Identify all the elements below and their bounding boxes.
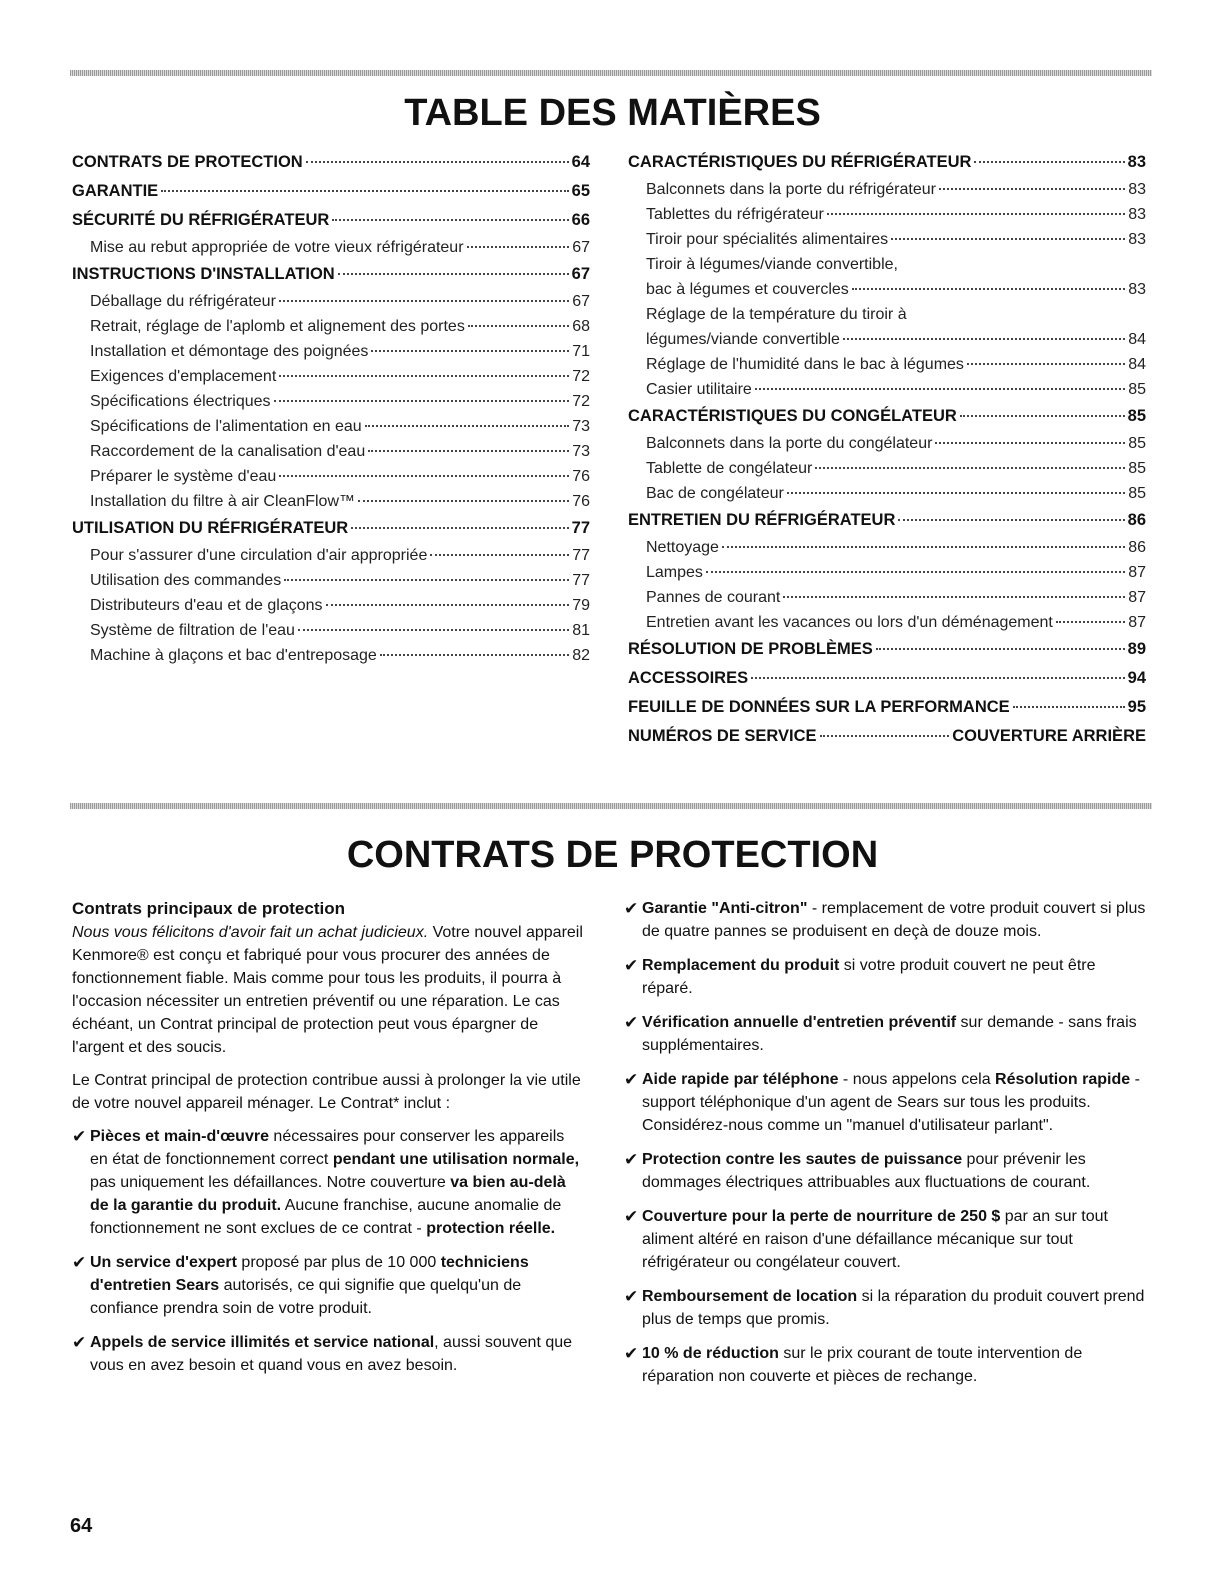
toc-title: TABLE DES MATIÈRES — [404, 92, 821, 134]
toc-dot-leader — [960, 415, 1125, 417]
toc-entry — [72, 289, 590, 314]
toc-dot-leader — [827, 213, 1125, 215]
benefit-text: - support téléphonique d'un agent de Sears sur tous les produits. Considérez-nous comme un "manuel d'utilisateur parlant". — [642, 1071, 1140, 1134]
toc-entry-page: 81 — [572, 622, 590, 639]
toc-dot-leader — [279, 375, 569, 377]
benefit-bold-text: Résolution rapide — [995, 1071, 1131, 1088]
toc-entry — [628, 506, 1146, 535]
intro-rest: Votre nouvel appareil Kenmore® est conçu et fabriqué pour vous procurer des années de fonctionnement fiable. Mais comme pour tous les produits, il pourra à l'occasion nécessiter un entretien préventif ou une réparation. Le cas échéant, un Contrat principal de protection peut vous épargner de l'argent et des soucis. — [72, 924, 583, 1056]
toc-entry — [628, 302, 1146, 327]
toc-entry-page: 72 — [572, 393, 590, 410]
toc-entry-label: Installation et démontage des poignées — [90, 343, 369, 360]
toc-entry-label: Machine à glaçons et bac d'entreposage — [90, 647, 377, 664]
toc-entry-page: 77 — [572, 547, 590, 564]
benefit-text: sur demande - sans frais supplémentaires. — [642, 1014, 1137, 1054]
toc-entry-page: COUVERTURE ARRIÈRE — [952, 727, 1146, 745]
toc-dot-leader — [351, 527, 568, 529]
toc-dot-leader — [974, 161, 1124, 163]
benefit-bold-text: Protection contre les sautes de puissance — [642, 1151, 963, 1168]
toc-entry-label: Pannes de courant — [646, 589, 781, 606]
toc-entry-label: Entretien avant les vacances ou lors d'un déménagement — [646, 614, 1053, 631]
toc-dot-leader — [430, 554, 569, 556]
intro-paragraph — [72, 921, 586, 1059]
checkmark-icon: ✔ — [624, 1150, 639, 1169]
toc-entry — [628, 252, 1146, 277]
toc-dot-leader — [467, 246, 570, 248]
benefit-item — [72, 1125, 586, 1240]
benefit-bold-text: techniciens d'entretien Sears — [90, 1254, 529, 1294]
toc-dot-leader — [820, 735, 950, 737]
benefit-text: pour prévenir les dommages électriques attribuables aux fluctuations de courant. — [642, 1151, 1091, 1191]
toc-entry-page: 85 — [1128, 460, 1146, 477]
toc-entry — [72, 364, 590, 389]
toc-entry-page: 77 — [571, 519, 590, 537]
toc-dot-leader — [338, 273, 569, 275]
toc-entry-page: 89 — [1127, 640, 1146, 658]
toc-dot-leader — [876, 648, 1125, 650]
toc-entry-label: Spécifications de l'alimentation en eau — [90, 418, 362, 435]
benefit-bold-text: Pièces et main-d'œuvre — [90, 1128, 269, 1145]
toc-entry-label: Nettoyage — [646, 539, 719, 556]
top-divider — [70, 70, 1152, 76]
benefit-text: Aucune franchise, aucune anomalie de fonctionnement ne sont exclues de ce contrat - — [90, 1197, 562, 1237]
toc-entry-page: 67 — [572, 293, 590, 310]
benefit-item — [72, 1251, 586, 1320]
benefit-bold-text: Un service d'expert — [90, 1254, 237, 1271]
toc-entry-label: GARANTIE — [72, 182, 159, 200]
toc-dot-leader — [358, 500, 569, 502]
toc-entry — [628, 693, 1146, 722]
toc-entry — [628, 431, 1146, 456]
checkmark-icon: ✔ — [624, 1287, 639, 1306]
toc-entry-page: 85 — [1128, 435, 1146, 452]
toc-dot-leader — [706, 571, 1125, 573]
toc-dot-leader — [755, 388, 1125, 390]
toc-entry-page: 77 — [572, 572, 590, 589]
benefit-bold-text: Aide rapide par téléphone — [642, 1071, 839, 1088]
toc-entry-page: 95 — [1127, 698, 1146, 716]
toc-entry-label: Tiroir pour spécialités alimentaires — [646, 231, 889, 248]
toc-entry-label: Utilisation des commandes — [90, 572, 282, 589]
benefit-text: si votre produit couvert ne peut être réparé. — [642, 957, 1096, 997]
toc-dot-leader — [306, 161, 569, 163]
toc-dot-leader — [380, 654, 569, 656]
toc-entry-page: 85 — [1127, 407, 1146, 425]
toc-entry — [72, 439, 590, 464]
toc-entry — [628, 585, 1146, 610]
toc-entry-page: 94 — [1127, 669, 1146, 687]
toc-dot-leader — [279, 475, 569, 477]
toc-dot-leader — [1013, 706, 1125, 708]
benefit-bold-text: Remplacement du produit — [642, 957, 840, 974]
toc-entry-page: 66 — [571, 211, 590, 229]
toc-entry — [628, 327, 1146, 352]
toc-dot-leader — [787, 492, 1125, 494]
toc-entry-label: CONTRATS DE PROTECTION — [72, 153, 303, 171]
benefit-bold-text: 10 % de réduction — [642, 1345, 779, 1362]
toc-entry-page: 86 — [1127, 511, 1146, 529]
toc-entry — [72, 618, 590, 643]
toc-entry-page: 83 — [1128, 281, 1146, 298]
toc-dot-leader — [898, 519, 1124, 521]
benefit-bold-text: pendant une utilisation normale, — [332, 1151, 580, 1168]
toc-dot-leader — [468, 325, 569, 327]
toc-dot-leader — [161, 190, 568, 192]
toc-entry-page: 87 — [1128, 564, 1146, 581]
toc-entry — [72, 177, 590, 206]
benefit-bold-text: Garantie "Anti-citron" — [642, 900, 808, 917]
checkmark-icon: ✔ — [624, 1070, 639, 1089]
toc-dot-leader — [279, 300, 569, 302]
toc-entry — [72, 235, 590, 260]
checkmark-icon: ✔ — [624, 899, 639, 918]
benefit-text: , aussi souvent que vous en avez besoin et quand vous en avez besoin. — [90, 1334, 573, 1374]
benefit-text: - nous appelons cela — [838, 1071, 996, 1088]
toc-entry-label: Réglage de la température du tiroir à — [646, 306, 907, 323]
toc-entry-label: Système de filtration de l'eau — [90, 622, 295, 639]
toc-dot-leader — [815, 467, 1125, 469]
toc-entry-label: Tiroir à légumes/viande convertible, — [646, 256, 898, 273]
benefit-text: proposé par plus de 10 000 — [236, 1254, 441, 1271]
toc-entry-label: Réglage de l'humidité dans le bac à légumes — [646, 356, 964, 373]
toc-entry-page: 83 — [1127, 153, 1146, 171]
toc-entry — [628, 535, 1146, 560]
toc-entry-page: 83 — [1128, 206, 1146, 223]
toc-dot-leader — [298, 629, 569, 631]
toc-entry-label: Distributeurs d'eau et de glaçons — [90, 597, 323, 614]
section-divider — [70, 803, 1152, 809]
toc-left-column — [72, 148, 590, 668]
benefit-text: par an sur tout aliment altéré en raison d'une défaillance mécanique sur tout réfrigérateur ou congélateur couvert. — [642, 1208, 1108, 1271]
benefit-bold-text: Vérification annuelle d'entretien préventif — [642, 1014, 957, 1031]
toc-entry-label: Installation du filtre à air CleanFlow™ — [90, 493, 356, 510]
checkmark-icon: ✔ — [624, 1344, 639, 1363]
toc-entry-label: UTILISATION DU RÉFRIGÉRATEUR — [72, 519, 349, 537]
toc-dot-leader — [843, 338, 1125, 340]
toc-entry — [72, 314, 590, 339]
toc-dot-leader — [939, 188, 1125, 190]
toc-right-column — [628, 148, 1146, 751]
toc-entry-page: 68 — [572, 318, 590, 335]
benefit-item — [624, 1068, 1146, 1137]
checkmark-icon: ✔ — [72, 1127, 87, 1146]
toc-entry-page: 76 — [572, 468, 590, 485]
toc-entry-label: CARACTÉRISTIQUES DU RÉFRIGÉRATEUR — [628, 153, 972, 171]
benefit-item — [624, 1205, 1146, 1274]
toc-entry-label: Tablettes du réfrigérateur — [646, 206, 824, 223]
toc-entry — [628, 722, 1146, 751]
toc-entry — [628, 227, 1146, 252]
benefit-text: si la réparation du produit couvert prend plus de temps que promis. — [642, 1288, 1145, 1328]
contracts-left-column — [72, 897, 586, 1388]
toc-entry — [628, 560, 1146, 585]
checkmark-icon: ✔ — [624, 1207, 639, 1226]
toc-entry-label: Lampes — [646, 564, 703, 581]
checkmark-icon: ✔ — [72, 1253, 87, 1272]
toc-entry — [628, 635, 1146, 664]
toc-entry — [628, 148, 1146, 177]
toc-entry — [628, 610, 1146, 635]
toc-entry-page: 79 — [572, 597, 590, 614]
toc-entry — [72, 414, 590, 439]
benefit-item — [624, 1148, 1146, 1194]
toc-entry-label: RÉSOLUTION DE PROBLÈMES — [628, 640, 873, 658]
benefit-list-right — [624, 897, 1146, 1388]
checkmark-icon: ✔ — [72, 1333, 87, 1352]
toc-entry — [628, 177, 1146, 202]
toc-entry-label: Raccordement de la canalisation d'eau — [90, 443, 366, 460]
benefit-item — [624, 954, 1146, 1000]
toc-entry — [72, 260, 590, 289]
toc-entry — [72, 543, 590, 568]
toc-entry — [72, 489, 590, 514]
toc-dot-leader — [935, 442, 1125, 444]
toc-entry-label: CARACTÉRISTIQUES DU CONGÉLATEUR — [628, 407, 957, 425]
toc-entry-label: Exigences d'emplacement — [90, 368, 277, 385]
benefit-text: - remplacement de votre produit couvert si plus de quatre pannes se produisent en deçà de douze mois. — [642, 900, 1146, 940]
intro-italic: Nous vous félicitons d'avoir fait un achat judicieux. — [72, 924, 429, 941]
toc-entry — [628, 402, 1146, 431]
toc-entry-label: Préparer le système d'eau — [90, 468, 277, 485]
toc-entry-label: ACCESSOIRES — [628, 669, 749, 687]
benefit-text: autorisés, ce qui signifie que quelqu'un de confiance prendra soin de votre produit. — [90, 1277, 522, 1317]
toc-entry — [72, 389, 590, 414]
benefit-item — [624, 897, 1146, 943]
toc-entry-label: Retrait, réglage de l'aplomb et alignement des portes — [90, 318, 465, 335]
benefit-text: sur le prix courant de toute intervention de réparation non couverte et pièces de rechange. — [642, 1345, 1083, 1385]
toc-entry — [628, 277, 1146, 302]
toc-dot-leader — [326, 604, 570, 606]
toc-entry-page: 84 — [1128, 356, 1146, 373]
toc-entry-page: 85 — [1128, 381, 1146, 398]
toc-entry — [72, 148, 590, 177]
toc-dot-leader — [368, 450, 569, 452]
toc-entry-label: SÉCURITÉ DU RÉFRIGÉRATEUR — [72, 211, 330, 229]
toc-entry-page: 85 — [1128, 485, 1146, 502]
benefit-item — [72, 1331, 586, 1377]
toc-entry-page: 86 — [1128, 539, 1146, 556]
toc-entry-label: Mise au rebut appropriée de votre vieux réfrigérateur — [90, 239, 464, 256]
toc-entry — [628, 377, 1146, 402]
toc-dot-leader — [284, 579, 569, 581]
toc-entry-label: FEUILLE DE DONNÉES SUR LA PERFORMANCE — [628, 698, 1010, 716]
toc-entry-label: Balconnets dans la porte du congélateur — [646, 435, 933, 452]
toc-entry-label: Bac de congélateur — [646, 485, 784, 502]
contracts-subheading: Contrats principaux de protection — [72, 899, 345, 918]
toc-entry-page: 73 — [572, 443, 590, 460]
toc-dot-leader — [891, 238, 1125, 240]
toc-dot-leader — [852, 288, 1125, 290]
toc-entry-page: 87 — [1128, 589, 1146, 606]
toc-entry-page: 64 — [571, 153, 590, 171]
toc-entry-page: 67 — [571, 265, 590, 283]
benefit-list-left — [72, 1125, 586, 1377]
toc-dot-leader — [1056, 621, 1125, 623]
toc-entry — [628, 202, 1146, 227]
toc-entry-label: Pour s'assurer d'une circulation d'air appropriée — [90, 547, 428, 564]
toc-dot-leader — [365, 425, 570, 427]
toc-entry-label: INSTRUCTIONS D'INSTALLATION — [72, 265, 335, 283]
checkmark-icon: ✔ — [624, 956, 639, 975]
toc-entry — [628, 481, 1146, 506]
includes-paragraph: Le Contrat principal de protection contribue aussi à prolonger la vie utile de votre nouvel appareil ménager. Le Contrat* inclut : — [72, 1072, 581, 1112]
toc-entry-label: Déballage du réfrigérateur — [90, 293, 276, 310]
toc-entry — [72, 206, 590, 235]
benefit-bold-text: Appels de service illimités et service national — [90, 1334, 435, 1351]
contracts-title: CONTRATS DE PROTECTION — [346, 834, 879, 876]
toc-entry-page: 84 — [1128, 331, 1146, 348]
toc-dot-leader — [751, 677, 1125, 679]
toc-dot-leader — [722, 546, 1125, 548]
benefit-bold-text: Remboursement de location — [642, 1288, 858, 1305]
toc-dot-leader — [274, 400, 570, 402]
toc-entry — [628, 352, 1146, 377]
benefit-text: pas uniquement les défaillances. Notre couverture — [90, 1174, 451, 1191]
toc-entry-label: Balconnets dans la porte du réfrigérateur — [646, 181, 936, 198]
toc-entry — [628, 456, 1146, 481]
contracts-right-column — [624, 897, 1146, 1399]
toc-entry-page: 82 — [572, 647, 590, 664]
toc-entry-label: Casier utilitaire — [646, 381, 752, 398]
benefit-bold-text: Couverture pour la perte de nourriture de 250 $ — [642, 1208, 1001, 1225]
toc-entry — [72, 643, 590, 668]
toc-entry — [72, 339, 590, 364]
toc-entry — [72, 514, 590, 543]
toc-dot-leader — [783, 596, 1125, 598]
toc-dot-leader — [967, 363, 1125, 365]
toc-entry-page: 73 — [572, 418, 590, 435]
toc-entry-page: 65 — [571, 182, 590, 200]
toc-entry-page: 83 — [1128, 181, 1146, 198]
toc-entry-page: 83 — [1128, 231, 1146, 248]
toc-entry-page: 76 — [572, 493, 590, 510]
page-number: 64 — [70, 1515, 93, 1537]
benefit-bold-text: va bien au-delà de la garantie du produit. — [90, 1174, 566, 1214]
toc-entry-page: 87 — [1128, 614, 1146, 631]
toc-entry — [72, 568, 590, 593]
toc-entry — [72, 593, 590, 618]
benefit-bold-text: protection réelle. — [426, 1220, 556, 1237]
toc-entry-page: 67 — [572, 239, 590, 256]
benefit-item — [624, 1285, 1146, 1331]
toc-entry-page: 71 — [572, 343, 590, 360]
toc-entry-label: bac à légumes et couvercles — [646, 281, 849, 298]
toc-entry-page: 72 — [572, 368, 590, 385]
benefit-item — [624, 1011, 1146, 1057]
toc-dot-leader — [332, 219, 568, 221]
toc-entry — [628, 664, 1146, 693]
benefit-text: nécessaires pour conserver les appareils en état de fonctionnement correct — [90, 1128, 565, 1168]
checkmark-icon: ✔ — [624, 1013, 639, 1032]
toc-entry — [72, 464, 590, 489]
toc-entry-label: légumes/viande convertible — [646, 331, 840, 348]
toc-entry-label: NUMÉROS DE SERVICE — [628, 727, 817, 745]
toc-entry-label: Spécifications électriques — [90, 393, 271, 410]
toc-entry-label: Tablette de congélateur — [646, 460, 813, 477]
benefit-item — [624, 1342, 1146, 1388]
toc-dot-leader — [371, 350, 569, 352]
toc-entry-label: ENTRETIEN DU RÉFRIGÉRATEUR — [628, 511, 896, 529]
